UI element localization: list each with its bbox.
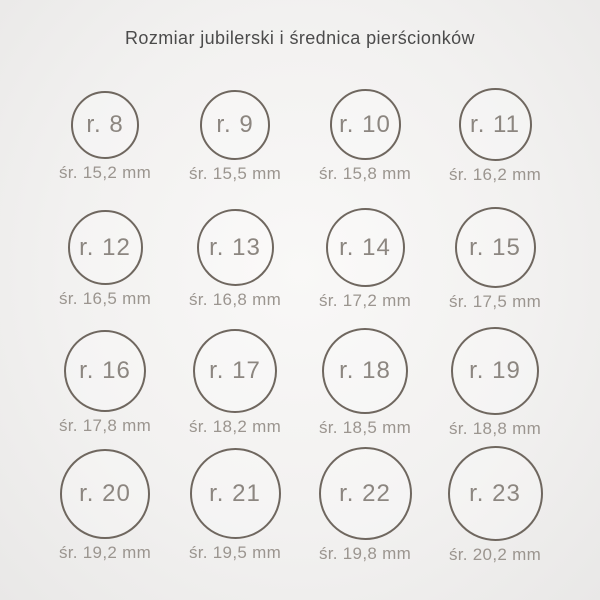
ring-diameter-label: śr. 19,5 mm [188,543,282,562]
ring-cell [170,74,300,197]
ring-size-label: r. 22 [339,479,391,507]
ring-size-label: r. 23 [469,479,521,507]
ring-cell [300,197,430,320]
ring-size-label: r. 8 [86,110,124,138]
ring-size-label: r. 15 [469,233,521,261]
ring-cell [430,74,560,197]
page-title: Rozmiar jubilerski i średnica pierścionków [125,28,475,48]
ring-diameter-label: śr. 16,5 mm [58,289,152,308]
ring-diameter-label: śr. 15,5 mm [188,163,282,183]
ring-diameter-label: śr. 16,8 mm [188,290,282,309]
ring-circle [200,90,270,160]
ring-circle [322,328,408,414]
ring-cell [430,320,560,443]
ring-circle [326,208,405,287]
ring-diameter-label: śr. 15,8 mm [318,164,412,183]
ring-cell [40,320,170,443]
ring-circle [60,449,150,539]
ring-circle [64,330,146,412]
ring-circle [451,327,539,415]
ring-grid [40,74,560,566]
ring-size-label: r. 18 [339,356,391,384]
ring-size-label: r. 17 [209,356,261,384]
ring-size-label: r. 14 [339,233,391,261]
ring-diameter-label: śr. 18,2 mm [188,416,282,436]
ring-diameter-label: śr. 15,2 mm [58,162,152,182]
ring-circle [448,446,543,541]
ring-diameter-label: śr. 16,2 mm [448,165,542,184]
ring-size-label: r. 12 [79,233,131,261]
ring-cell [300,74,430,197]
ring-size-label: r. 19 [469,356,521,384]
ring-circle [455,207,536,288]
ring-circle [459,88,532,161]
ring-cell [170,320,300,443]
ring-diameter-label: śr. 17,2 mm [318,291,412,310]
ring-cell [430,443,560,566]
ring-diameter-label: śr. 19,2 mm [58,542,152,562]
ring-size-label: r. 11 [470,110,520,138]
ring-cell [40,197,170,320]
ring-diameter-label: śr. 17,5 mm [448,292,542,311]
ring-circle [68,210,143,285]
ring-size-label: r. 21 [209,479,261,507]
ring-size-label: r. 13 [209,233,261,261]
ring-size-label: r. 20 [79,479,131,507]
ring-size-label: r. 10 [339,110,391,138]
ring-size-label: r. 16 [79,356,131,384]
ring-cell [40,74,170,197]
ring-cell [300,443,430,566]
ring-cell [300,320,430,443]
ring-diameter-label: śr. 19,8 mm [318,544,412,563]
ring-circle [319,447,412,540]
ring-diameter-label: śr. 18,5 mm [318,417,412,437]
ring-size-label: r. 9 [216,110,254,138]
ring-circle [197,209,274,286]
ring-diameter-label: śr. 17,8 mm [58,415,152,435]
ring-cell [40,443,170,566]
ring-circle [193,329,277,413]
ring-circle [71,91,139,159]
ring-cell [430,197,560,320]
ring-diameter-label: śr. 18,8 mm [448,418,542,438]
ring-circle [330,89,401,160]
ring-cell [170,197,300,320]
ring-circle [190,448,281,539]
ring-diameter-label: śr. 20,2 mm [448,545,542,564]
ring-cell [170,443,300,566]
